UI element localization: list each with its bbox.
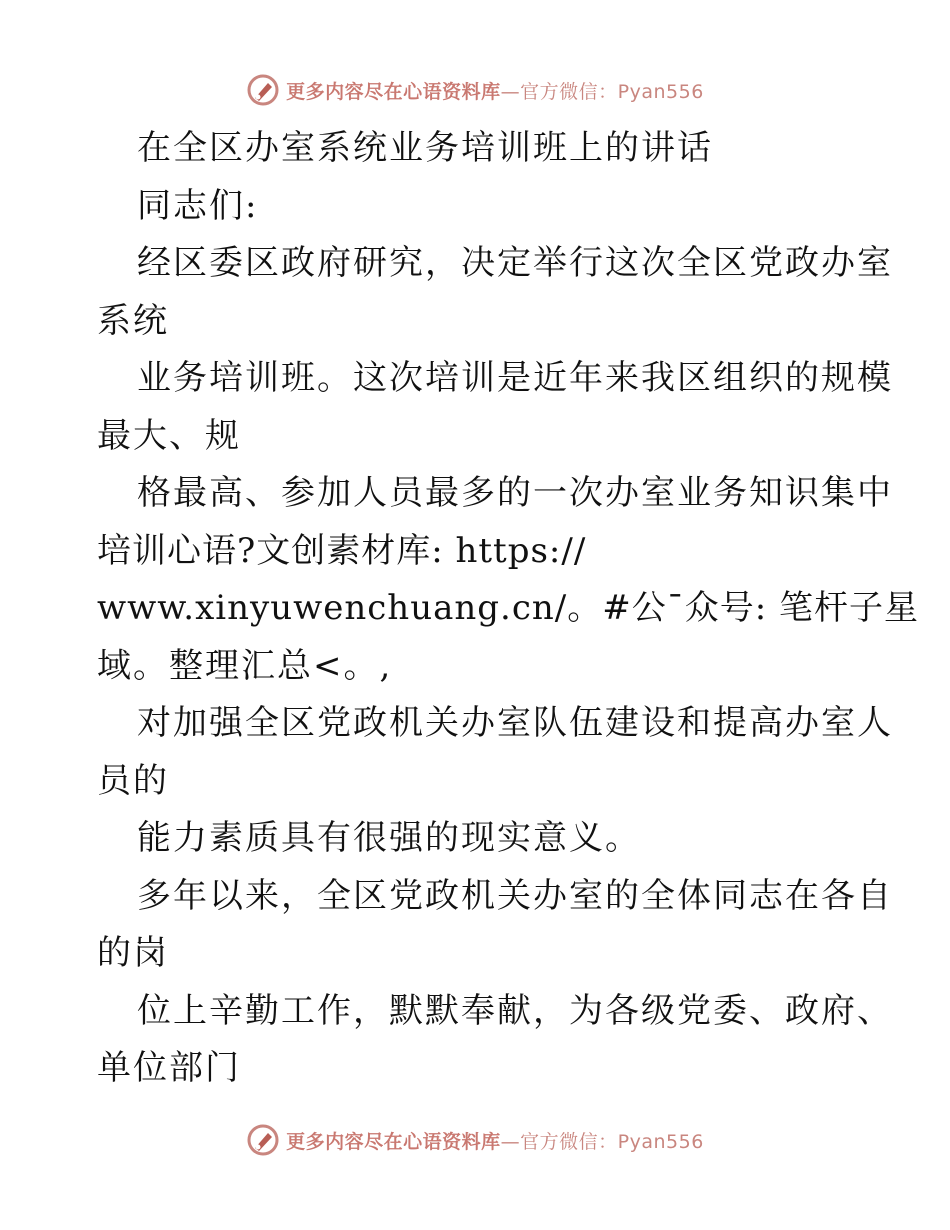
text-line: 对加强全区党政机关办室队伍建设和提高办室人 — [137, 703, 893, 743]
text-line: 位上辛勤工作，默默奉献，为各级党委、政府、 — [137, 990, 893, 1031]
text-line: 培训心语?文创素材库: https:// — [97, 530, 587, 571]
watermark-text: 更多内容尽在心语资料库—官方微信：Pyan556 — [286, 1130, 704, 1153]
text-line: 格最高、参加人员最多的一次办室业务知识集中 — [137, 473, 893, 513]
text-line: 最大、规 — [97, 415, 241, 456]
document-body — [97, 120, 919, 1098]
pen-nib-logo-icon — [246, 73, 280, 107]
text-line: 域。整理汇总<。, — [97, 645, 393, 686]
text-line: 经区委区政府研究，决定举行这次全区党政办室 — [137, 243, 893, 283]
text-line: 单位部门 — [97, 1048, 241, 1088]
text-line: 员的 — [97, 760, 169, 801]
text-line: 业务培训班。这次培训是近年来我区组织的规模 — [137, 358, 893, 398]
text-line: 能力素质具有很强的现实意义。 — [137, 818, 641, 858]
header-watermark — [0, 70, 950, 110]
text-line: www.xinyuwenchuang.cn/。#公¯众号: 笔杆子星 — [97, 588, 919, 628]
text-line: 的岗 — [97, 933, 169, 973]
watermark-text: 更多内容尽在心语资料库—官方微信：Pyan556 — [286, 80, 704, 103]
text-line: 系统 — [97, 300, 169, 341]
pen-nib-logo-icon — [246, 1123, 280, 1157]
document-title: 在全区办室系统业务培训班上的讲话 — [137, 128, 713, 168]
footer-watermark — [0, 1120, 950, 1160]
salutation: 同志们: — [137, 185, 259, 226]
text-line: 多年以来，全区党政机关办室的全体同志在各自 — [137, 875, 893, 916]
